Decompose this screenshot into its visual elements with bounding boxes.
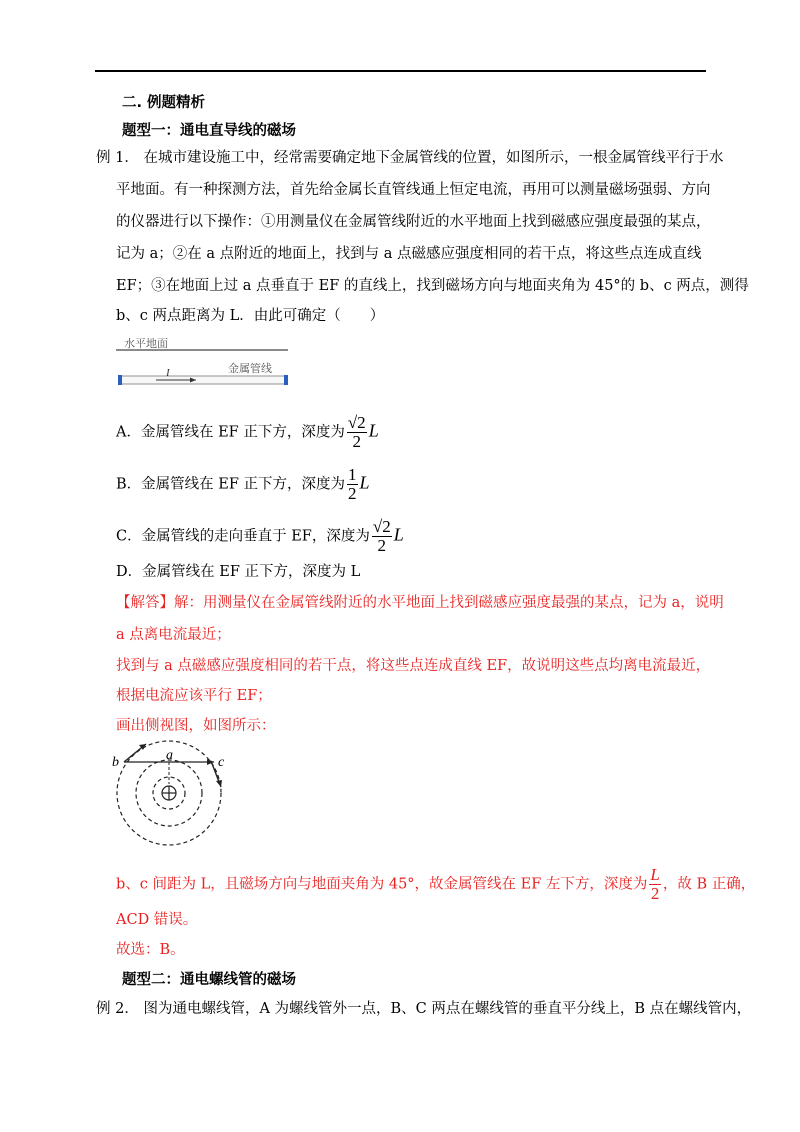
fraction: $\frac{1}{2}$ [348,465,357,503]
current-label: I [166,367,170,379]
option-a[interactable]: A．金属管线在 EF 正下方，深度为 $\frac{√2}{2}$ L [116,413,379,451]
example2-line: 例 2． 图为通电螺线管，A 为螺线管外一点，B、C 两点在螺线管的垂直平分线上，B 点在螺线管内， [96,1001,752,1017]
pipe-body [120,376,286,384]
label-a: a [166,748,173,763]
example1-line: 记为 a；②在 a 点附近的地面上，找到与 a 点磁感应强度相同的若干点，将这些点连成直线 [116,246,702,262]
answer-line: ACD 错误。 [116,912,198,928]
section-heading: 二. 例题精析 [122,95,206,111]
option-b[interactable]: B．金属管线在 EF 正下方，深度为 $\frac{1}{2}$ L [116,465,370,503]
ground-label: 水平地面 [124,337,168,350]
option-c[interactable]: C．金属管线的走向垂直于 EF，深度为 $\frac{√2}{2}$ L [116,517,404,555]
option-d[interactable]: D．金属管线在 EF 正下方，深度为 L [116,564,361,580]
pipe-figure [116,336,296,392]
fraction: $\frac{L}{2}$ [650,865,660,903]
example1-line: b、c 两点距离为 L．由此可确定（ ） [116,308,385,324]
answer-line: b、c 间距为 L，且磁场方向与地面夹角为 45°，故金属管线在 EF 左下方，深度为 $\frac{L}{2}$ ，故 B 正确， [116,865,756,903]
fraction: $\frac{√2}{2}$ [347,413,366,451]
answer-line: 找到与 a 点磁感应强度相同的若干点，将这些点连成直线 EF，故说明这些点均离电流最近， [116,658,711,674]
answer-line: a 点离电流最近； [116,627,231,643]
label-b: b [112,755,119,770]
pipe-label: 金属管线 [228,362,272,375]
answer-tag: 【解答】 [116,595,174,611]
side-view-figure [110,740,240,850]
fraction: $\frac{√2}{2}$ [372,517,391,555]
answer-line: 故选：B。 [116,942,185,958]
answer-line: 画出侧视图，如图所示： [116,718,276,734]
answer-line: 【解答】解：用测量仪在金属管线附近的水平地面上找到磁感应强度最强的某点，记为 a，说明 [116,595,724,611]
label-c: c [218,755,225,770]
example1-line: 例 1． 在城市建设施工中，经常需要确定地下金属管线的位置，如图所示，一根金属管线平行于水 [96,150,724,166]
example1-line: EF；③在地面上过 a 点垂直于 EF 的直线上，找到磁场方向与地面夹角为 45°的 b、c 两点，测得 [116,278,749,294]
answer-line: 根据电流应该平行 EF； [116,688,272,704]
pipe-end-left [118,375,122,385]
example1-line: 的仪器进行以下操作：①用测量仪在金属管线附近的水平地面上找到磁感应强度最强的某点， [116,214,711,230]
type1-heading: 题型一：通电直导线的磁场 [122,123,296,139]
type2-heading: 题型二：通电螺线管的磁场 [122,972,296,988]
header-rule [95,70,706,72]
example1-line: 平地面。有一种探测方法，首先给金属长直管线通上恒定电流，再用可以测量磁场强弱、方向 [116,182,711,198]
pipe-end-right [284,375,288,385]
